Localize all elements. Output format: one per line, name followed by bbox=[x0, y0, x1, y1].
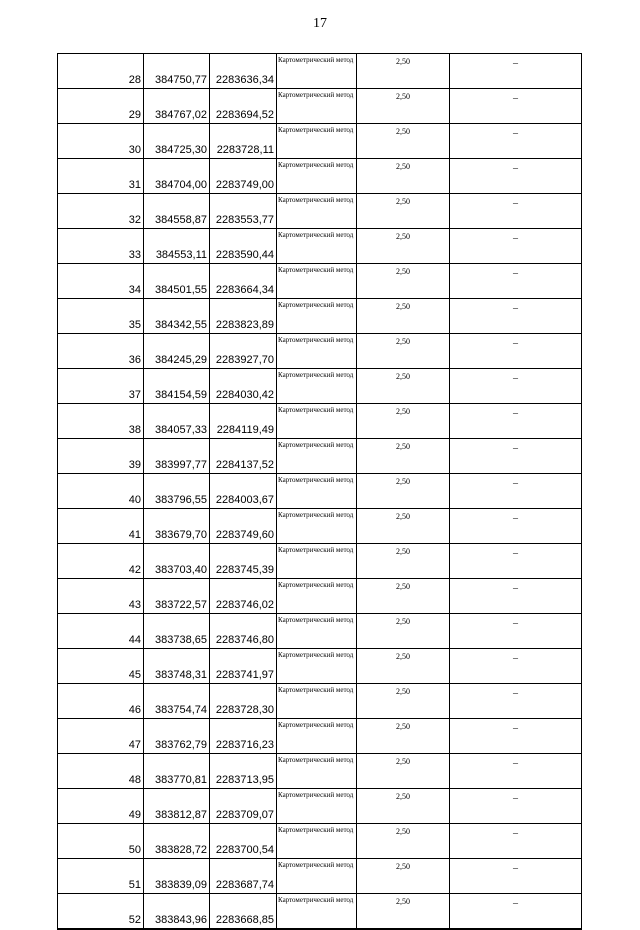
table-row bbox=[58, 439, 582, 474]
point-number-cell: 41 bbox=[58, 509, 144, 544]
y-coordinate-cell: 2283636,34 bbox=[210, 54, 277, 89]
point-number-cell: 28 bbox=[58, 54, 144, 89]
y-coordinate-cell: 2283745,39 bbox=[210, 544, 277, 579]
point-number-cell: 31 bbox=[58, 159, 144, 194]
y-coordinate-cell: 2283746,80 bbox=[210, 614, 277, 649]
note-cell: – bbox=[450, 334, 582, 369]
table-row bbox=[58, 824, 582, 859]
table-row bbox=[58, 89, 582, 124]
x-coordinate-cell: 384704,00 bbox=[144, 159, 210, 194]
y-coordinate-cell: 2283823,89 bbox=[210, 299, 277, 334]
x-coordinate-cell: 383703,40 bbox=[144, 544, 210, 579]
accuracy-cell: 2,50 bbox=[357, 159, 450, 194]
y-coordinate-cell: 2283590,44 bbox=[210, 229, 277, 264]
x-coordinate-cell: 383722,57 bbox=[144, 579, 210, 614]
note-cell: – bbox=[450, 369, 582, 404]
y-coordinate-cell: 2284003,67 bbox=[210, 474, 277, 509]
accuracy-cell: 2,50 bbox=[357, 649, 450, 684]
point-number-cell: 32 bbox=[58, 194, 144, 229]
x-coordinate-cell: 384750,77 bbox=[144, 54, 210, 89]
x-coordinate-cell: 383812,87 bbox=[144, 789, 210, 824]
note-cell: – bbox=[450, 544, 582, 579]
y-coordinate-cell: 2284119,49 bbox=[210, 404, 277, 439]
x-coordinate-cell: 383762,79 bbox=[144, 719, 210, 754]
note-cell: – bbox=[450, 194, 582, 229]
point-number-cell: 50 bbox=[58, 824, 144, 859]
note-cell: – bbox=[450, 649, 582, 684]
table-row bbox=[58, 54, 582, 89]
y-coordinate-cell: 2283927,70 bbox=[210, 334, 277, 369]
y-coordinate-cell: 2283746,02 bbox=[210, 579, 277, 614]
accuracy-cell: 2,50 bbox=[357, 579, 450, 614]
point-number-cell: 49 bbox=[58, 789, 144, 824]
y-coordinate-cell: 2283728,30 bbox=[210, 684, 277, 719]
method-cell: Картометрический метод bbox=[277, 229, 357, 264]
table-row bbox=[58, 894, 582, 930]
method-cell: Картометрический метод bbox=[277, 264, 357, 299]
x-coordinate-cell: 384553,11 bbox=[144, 229, 210, 264]
accuracy-cell: 2,50 bbox=[357, 439, 450, 474]
note-cell: – bbox=[450, 789, 582, 824]
point-number-cell: 52 bbox=[58, 894, 144, 930]
point-number-cell: 42 bbox=[58, 544, 144, 579]
table-row bbox=[58, 509, 582, 544]
accuracy-cell: 2,50 bbox=[357, 124, 450, 159]
method-cell: Картометрический метод bbox=[277, 404, 357, 439]
x-coordinate-cell: 384057,33 bbox=[144, 404, 210, 439]
y-coordinate-cell: 2283668,85 bbox=[210, 894, 277, 930]
table-row bbox=[58, 789, 582, 824]
y-coordinate-cell: 2283553,77 bbox=[210, 194, 277, 229]
method-cell: Картометрический метод bbox=[277, 544, 357, 579]
note-cell: – bbox=[450, 229, 582, 264]
accuracy-cell: 2,50 bbox=[357, 719, 450, 754]
x-coordinate-cell: 383754,74 bbox=[144, 684, 210, 719]
accuracy-cell: 2,50 bbox=[357, 474, 450, 509]
table-row bbox=[58, 579, 582, 614]
x-coordinate-cell: 383738,65 bbox=[144, 614, 210, 649]
method-cell: Картометрический метод bbox=[277, 754, 357, 789]
note-cell: – bbox=[450, 719, 582, 754]
accuracy-cell: 2,50 bbox=[357, 299, 450, 334]
method-cell: Картометрический метод bbox=[277, 614, 357, 649]
point-number-cell: 37 bbox=[58, 369, 144, 404]
method-cell: Картометрический метод bbox=[277, 194, 357, 229]
y-coordinate-cell: 2283700,54 bbox=[210, 824, 277, 859]
x-coordinate-cell: 384342,55 bbox=[144, 299, 210, 334]
y-coordinate-cell: 2284137,52 bbox=[210, 439, 277, 474]
note-cell: – bbox=[450, 474, 582, 509]
x-coordinate-cell: 384558,87 bbox=[144, 194, 210, 229]
accuracy-cell: 2,50 bbox=[357, 194, 450, 229]
accuracy-cell: 2,50 bbox=[357, 894, 450, 930]
method-cell: Картометрический метод bbox=[277, 684, 357, 719]
page-number: 17 bbox=[313, 16, 327, 31]
y-coordinate-cell: 2283713,95 bbox=[210, 754, 277, 789]
point-number-cell: 46 bbox=[58, 684, 144, 719]
point-number-cell: 38 bbox=[58, 404, 144, 439]
method-cell: Картометрический метод bbox=[277, 474, 357, 509]
table-row bbox=[58, 334, 582, 369]
method-cell: Картометрический метод bbox=[277, 369, 357, 404]
table-row bbox=[58, 754, 582, 789]
point-number-cell: 48 bbox=[58, 754, 144, 789]
table-row bbox=[58, 159, 582, 194]
y-coordinate-cell: 2283694,52 bbox=[210, 89, 277, 124]
note-cell: – bbox=[450, 859, 582, 894]
point-number-cell: 45 bbox=[58, 649, 144, 684]
method-cell: Картометрический метод bbox=[277, 89, 357, 124]
note-cell: – bbox=[450, 404, 582, 439]
y-coordinate-cell: 2283664,34 bbox=[210, 264, 277, 299]
table-row bbox=[58, 124, 582, 159]
table-row bbox=[58, 369, 582, 404]
method-cell: Картометрический метод bbox=[277, 579, 357, 614]
table-row bbox=[58, 404, 582, 439]
point-number-cell: 29 bbox=[58, 89, 144, 124]
method-cell: Картометрический метод bbox=[277, 439, 357, 474]
accuracy-cell: 2,50 bbox=[357, 684, 450, 719]
x-coordinate-cell: 384245,29 bbox=[144, 334, 210, 369]
method-cell: Картометрический метод bbox=[277, 649, 357, 684]
method-cell: Картометрический метод bbox=[277, 789, 357, 824]
table-row bbox=[58, 544, 582, 579]
note-cell: – bbox=[450, 124, 582, 159]
accuracy-cell: 2,50 bbox=[357, 824, 450, 859]
table-row bbox=[58, 614, 582, 649]
point-number-cell: 40 bbox=[58, 474, 144, 509]
note-cell: – bbox=[450, 579, 582, 614]
note-cell: – bbox=[450, 894, 582, 930]
method-cell: Картометрический метод bbox=[277, 334, 357, 369]
point-number-cell: 39 bbox=[58, 439, 144, 474]
accuracy-cell: 2,50 bbox=[357, 754, 450, 789]
table-row bbox=[58, 229, 582, 264]
table-row bbox=[58, 299, 582, 334]
x-coordinate-cell: 383748,31 bbox=[144, 649, 210, 684]
x-coordinate-cell: 384725,30 bbox=[144, 124, 210, 159]
point-number-cell: 30 bbox=[58, 124, 144, 159]
x-coordinate-cell: 383770,81 bbox=[144, 754, 210, 789]
table-row bbox=[58, 474, 582, 509]
y-coordinate-cell: 2283749,60 bbox=[210, 509, 277, 544]
point-number-cell: 36 bbox=[58, 334, 144, 369]
accuracy-cell: 2,50 bbox=[357, 544, 450, 579]
x-coordinate-cell: 384501,55 bbox=[144, 264, 210, 299]
point-number-cell: 47 bbox=[58, 719, 144, 754]
accuracy-cell: 2,50 bbox=[357, 89, 450, 124]
y-coordinate-cell: 2283728,11 bbox=[210, 124, 277, 159]
y-coordinate-cell: 2283716,23 bbox=[210, 719, 277, 754]
x-coordinate-cell: 383679,70 bbox=[144, 509, 210, 544]
accuracy-cell: 2,50 bbox=[357, 264, 450, 299]
method-cell: Картометрический метод bbox=[277, 124, 357, 159]
note-cell: – bbox=[450, 299, 582, 334]
note-cell: – bbox=[450, 509, 582, 544]
x-coordinate-cell: 383828,72 bbox=[144, 824, 210, 859]
method-cell: Картометрический метод bbox=[277, 824, 357, 859]
y-coordinate-cell: 2283741,97 bbox=[210, 649, 277, 684]
x-coordinate-cell: 384767,02 bbox=[144, 89, 210, 124]
note-cell: – bbox=[450, 159, 582, 194]
note-cell: – bbox=[450, 89, 582, 124]
accuracy-cell: 2,50 bbox=[357, 789, 450, 824]
point-number-cell: 51 bbox=[58, 859, 144, 894]
note-cell: – bbox=[450, 754, 582, 789]
note-cell: – bbox=[450, 684, 582, 719]
point-number-cell: 43 bbox=[58, 579, 144, 614]
accuracy-cell: 2,50 bbox=[357, 404, 450, 439]
y-coordinate-cell: 2283709,07 bbox=[210, 789, 277, 824]
method-cell: Картометрический метод bbox=[277, 894, 357, 930]
accuracy-cell: 2,50 bbox=[357, 334, 450, 369]
point-number-cell: 35 bbox=[58, 299, 144, 334]
x-coordinate-cell: 384154,59 bbox=[144, 369, 210, 404]
point-number-cell: 44 bbox=[58, 614, 144, 649]
accuracy-cell: 2,50 bbox=[357, 614, 450, 649]
note-cell: – bbox=[450, 614, 582, 649]
table-row bbox=[58, 684, 582, 719]
accuracy-cell: 2,50 bbox=[357, 509, 450, 544]
x-coordinate-cell: 383843,96 bbox=[144, 894, 210, 930]
table-row bbox=[58, 859, 582, 894]
method-cell: Картометрический метод bbox=[277, 509, 357, 544]
accuracy-cell: 2,50 bbox=[357, 229, 450, 264]
coordinates-table-body bbox=[58, 54, 582, 930]
x-coordinate-cell: 383796,55 bbox=[144, 474, 210, 509]
table-row bbox=[58, 719, 582, 754]
table-row bbox=[58, 649, 582, 684]
y-coordinate-cell: 2283749,00 bbox=[210, 159, 277, 194]
x-coordinate-cell: 383839,09 bbox=[144, 859, 210, 894]
y-coordinate-cell: 2283687,74 bbox=[210, 859, 277, 894]
accuracy-cell: 2,50 bbox=[357, 54, 450, 89]
method-cell: Картометрический метод bbox=[277, 299, 357, 334]
method-cell: Картометрический метод bbox=[277, 159, 357, 194]
method-cell: Картометрический метод bbox=[277, 859, 357, 894]
method-cell: Картометрический метод bbox=[277, 719, 357, 754]
note-cell: – bbox=[450, 54, 582, 89]
method-cell: Картометрический метод bbox=[277, 54, 357, 89]
accuracy-cell: 2,50 bbox=[357, 859, 450, 894]
y-coordinate-cell: 2284030,42 bbox=[210, 369, 277, 404]
coordinates-table bbox=[57, 53, 582, 930]
table-row bbox=[58, 194, 582, 229]
table-row bbox=[58, 264, 582, 299]
accuracy-cell: 2,50 bbox=[357, 369, 450, 404]
x-coordinate-cell: 383997,77 bbox=[144, 439, 210, 474]
note-cell: – bbox=[450, 439, 582, 474]
note-cell: – bbox=[450, 264, 582, 299]
point-number-cell: 33 bbox=[58, 229, 144, 264]
point-number-cell: 34 bbox=[58, 264, 144, 299]
note-cell: – bbox=[450, 824, 582, 859]
